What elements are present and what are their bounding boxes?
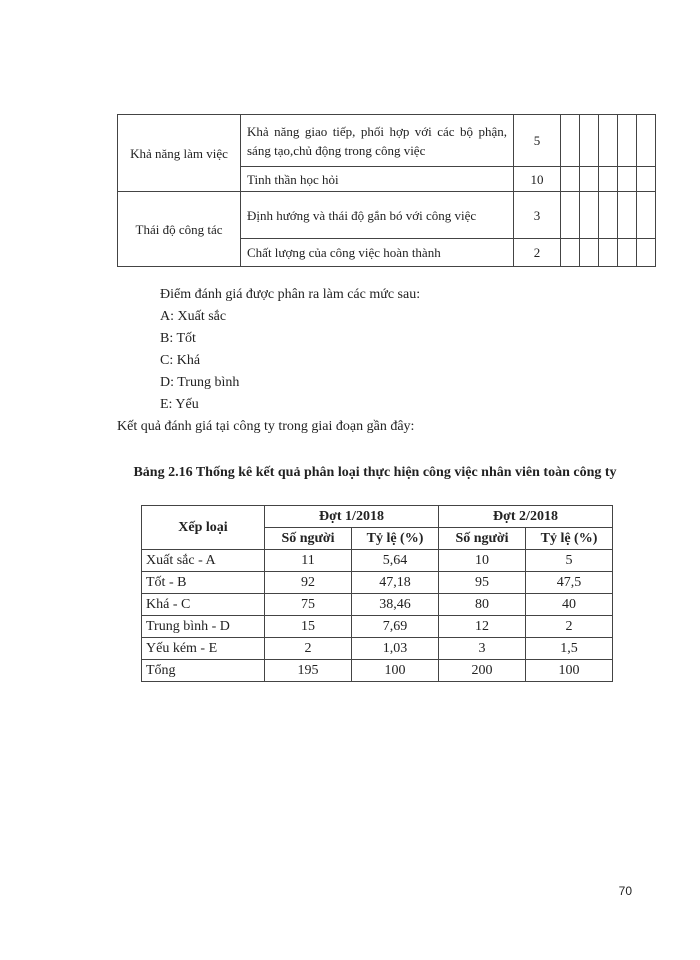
rank-label: Tổng <box>142 660 265 682</box>
cell-value: 2 <box>265 638 352 660</box>
cell-value: 10 <box>439 550 526 572</box>
rank-label: Khá - C <box>142 594 265 616</box>
rank-label: Xuất sắc - A <box>142 550 265 572</box>
score-cell <box>618 239 637 267</box>
table-caption: Bảng 2.16 Thống kê kết quả phân loại thực hiện công việc nhân viên toàn công ty <box>133 465 617 480</box>
group-name: Thái độ công tác <box>118 192 241 267</box>
score-cell <box>561 239 580 267</box>
list-item: E: Yếu <box>160 397 199 412</box>
cell-value: 100 <box>526 660 613 682</box>
criterion-description: Tinh thần học hỏi <box>241 167 514 192</box>
page-number: 70 <box>618 884 632 898</box>
table-row <box>118 115 656 167</box>
criterion-description: Chất lượng của công việc hoàn thành <box>241 239 514 267</box>
list-item: C: Khá <box>160 353 201 368</box>
header-period-2: Đợt 2/2018 <box>439 506 613 528</box>
table-row <box>142 660 613 682</box>
score-cell <box>637 192 656 239</box>
cell-value: 2 <box>526 616 613 638</box>
cell-value: 38,46 <box>352 594 439 616</box>
criterion-description: Định hướng và thái độ gắn bó với công việc <box>241 192 514 239</box>
cell-value: 11 <box>265 550 352 572</box>
score-cell <box>561 115 580 167</box>
table-row <box>142 616 613 638</box>
criterion-description: Khả năng giao tiếp, phối hợp với các bộ phận, sáng tạo,chủ động trong công việc <box>241 115 514 167</box>
list-item: B: Tốt <box>160 331 196 346</box>
score-cell <box>599 239 618 267</box>
score-cell <box>618 115 637 167</box>
cell-value: 5,64 <box>352 550 439 572</box>
score-cell <box>637 239 656 267</box>
cell-value: 5 <box>526 550 613 572</box>
list-item: A: Xuất sắc <box>160 309 227 324</box>
score-cell <box>599 192 618 239</box>
score-cell <box>599 167 618 192</box>
list-item: D: Trung bình <box>160 375 240 390</box>
score-cell <box>618 192 637 239</box>
cell-value: 200 <box>439 660 526 682</box>
cell-value: 7,69 <box>352 616 439 638</box>
criterion-weight: 10 <box>514 167 561 192</box>
header-ratio: Tỷ lệ (%) <box>352 528 439 550</box>
cell-value: 47,5 <box>526 572 613 594</box>
cell-value: 92 <box>265 572 352 594</box>
cell-value: 1,5 <box>526 638 613 660</box>
levels-intro: Điểm đánh giá được phân ra làm các mức sau: <box>160 287 421 302</box>
cell-value: 15 <box>265 616 352 638</box>
score-cell <box>599 115 618 167</box>
criteria-table <box>117 114 656 267</box>
table-row <box>142 594 613 616</box>
cell-value: 100 <box>352 660 439 682</box>
cell-value: 47,18 <box>352 572 439 594</box>
header-period-1: Đợt 1/2018 <box>265 506 439 528</box>
rank-label: Trung bình - D <box>142 616 265 638</box>
header-count: Số người <box>439 528 526 550</box>
result-intro: Kết quả đánh giá tại công ty trong giai đoạn gần đây: <box>117 419 415 434</box>
table-row <box>142 550 613 572</box>
score-cell <box>580 167 599 192</box>
table-row <box>142 572 613 594</box>
cell-value: 40 <box>526 594 613 616</box>
score-cell <box>580 115 599 167</box>
rank-label: Tốt - B <box>142 572 265 594</box>
header-ratio: Tỷ lệ (%) <box>526 528 613 550</box>
header-rank: Xếp loại <box>142 506 265 550</box>
cell-value: 195 <box>265 660 352 682</box>
score-cell <box>618 167 637 192</box>
score-cell <box>637 115 656 167</box>
header-count: Số người <box>265 528 352 550</box>
criterion-weight: 2 <box>514 239 561 267</box>
cell-value: 1,03 <box>352 638 439 660</box>
criterion-weight: 5 <box>514 115 561 167</box>
table-row <box>118 192 656 239</box>
table-row <box>142 638 613 660</box>
criterion-weight: 3 <box>514 192 561 239</box>
score-cell <box>580 192 599 239</box>
cell-value: 3 <box>439 638 526 660</box>
cell-value: 12 <box>439 616 526 638</box>
cell-value: 75 <box>265 594 352 616</box>
score-cell <box>561 167 580 192</box>
cell-value: 95 <box>439 572 526 594</box>
group-name: Khả năng làm việc <box>118 115 241 192</box>
score-cell <box>637 167 656 192</box>
results-table <box>141 505 613 682</box>
score-cell <box>580 239 599 267</box>
table-header-row <box>142 506 613 528</box>
rank-label: Yếu kém - E <box>142 638 265 660</box>
score-cell <box>561 192 580 239</box>
cell-value: 80 <box>439 594 526 616</box>
